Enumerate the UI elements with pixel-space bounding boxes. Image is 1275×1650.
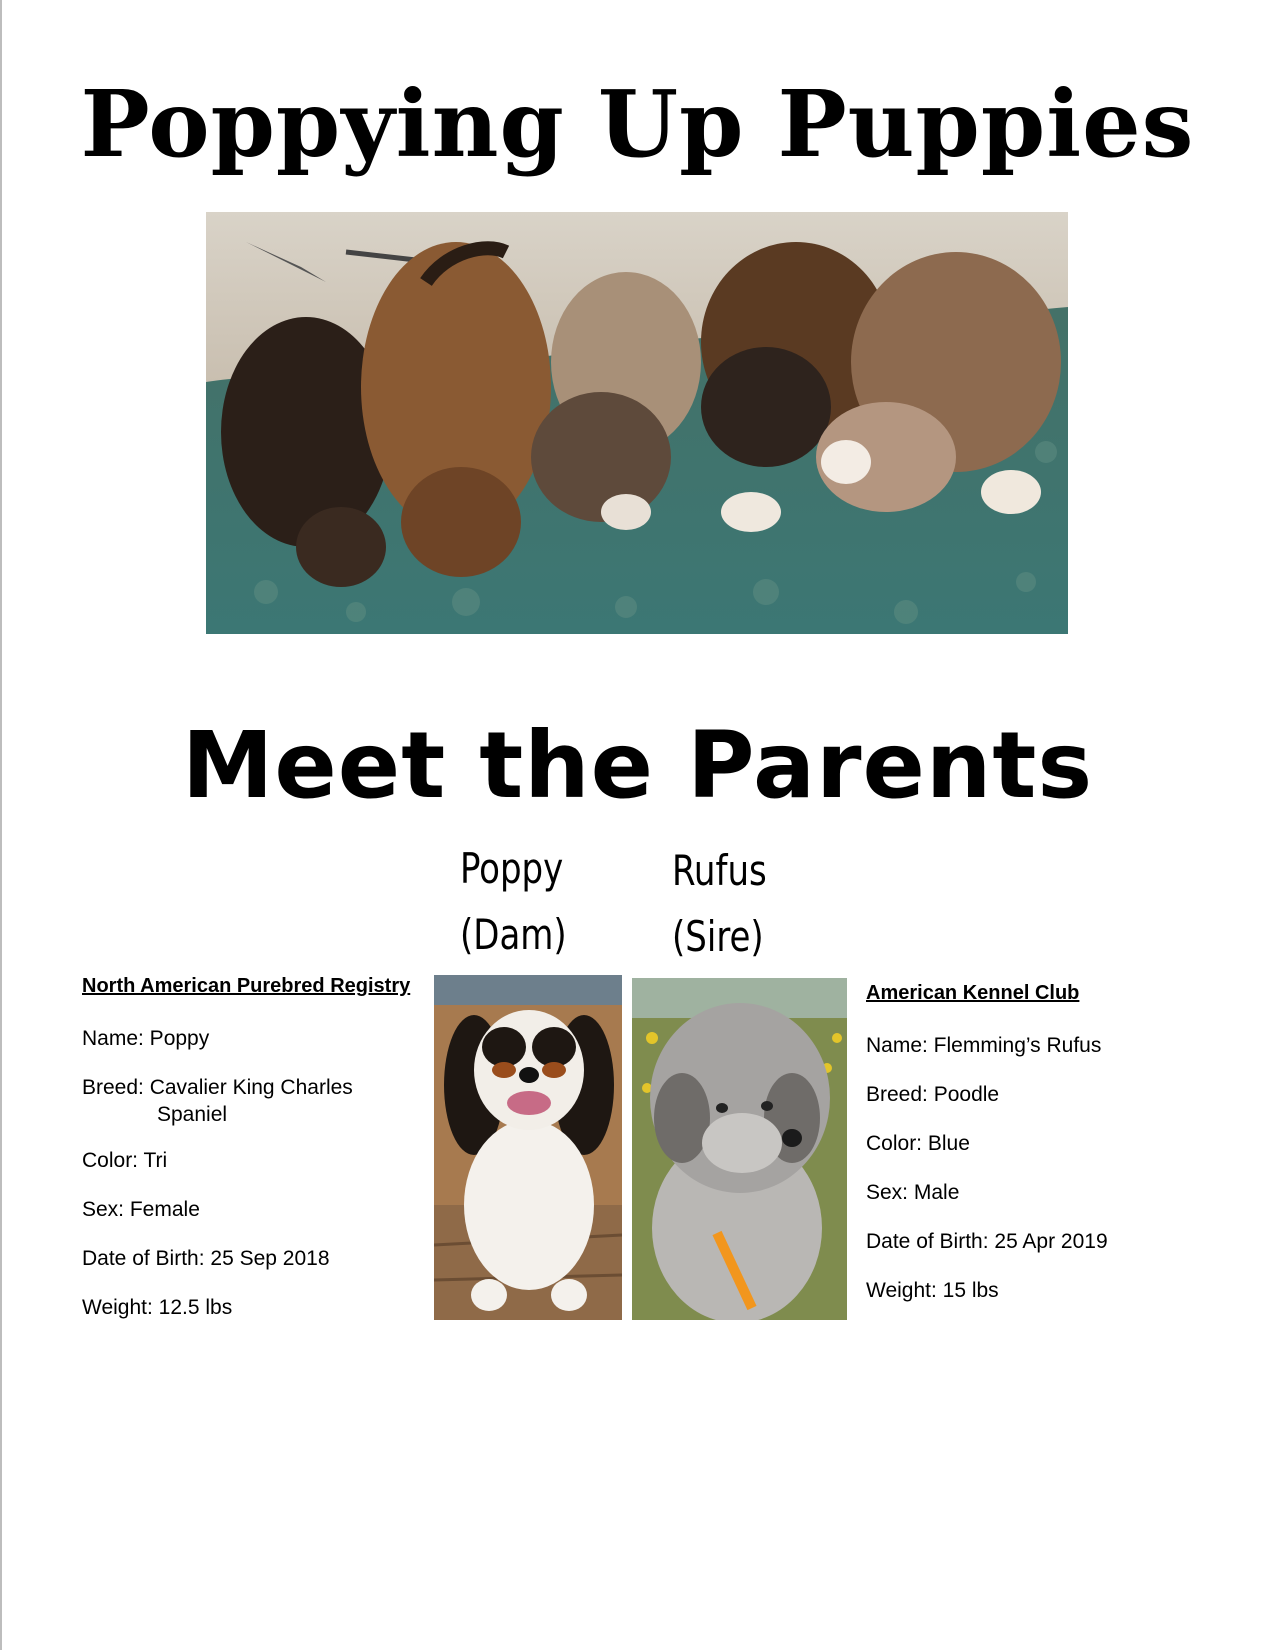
sire-info	[866, 982, 1206, 1315]
dam-heading-role: (Dam)	[460, 910, 567, 959]
dam-registry: North American Purebred Registry	[82, 975, 411, 997]
sire-weight: Weight: 15 lbs	[866, 1279, 999, 1302]
dam-weight: Weight: 12.5 lbs	[82, 1296, 233, 1319]
dam-photo	[434, 975, 622, 1320]
sire-name: Name: Flemming’s Rufus	[866, 1034, 1102, 1057]
dam-heading	[460, 836, 567, 968]
sire-color: Color: Blue	[866, 1132, 970, 1155]
dam-color: Color: Tri	[82, 1149, 168, 1172]
sire-photo	[632, 978, 847, 1320]
dam-sex: Sex: Female	[82, 1198, 200, 1221]
dam-dob: Date of Birth: 25 Sep 2018	[82, 1247, 330, 1270]
sire-breed: Breed: Poodle	[866, 1083, 1000, 1106]
dam-breed-continued: Spaniel	[157, 1103, 228, 1126]
sire-heading	[672, 838, 767, 970]
puppies-photo	[206, 212, 1068, 634]
sire-sex: Sex: Male	[866, 1181, 960, 1204]
sire-heading-role: (Sire)	[672, 912, 764, 961]
dam-heading-name: Poppy	[460, 844, 564, 893]
dam-breed: Breed: Cavalier King Charles	[82, 1076, 353, 1099]
page-edge	[0, 0, 2, 1650]
section-title: Meet the Parents	[181, 712, 1094, 819]
sire-heading-name: Rufus	[672, 846, 767, 895]
page-title: Poppying Up Puppies	[80, 70, 1195, 178]
sire-registry: American Kennel Club	[866, 982, 1080, 1004]
sire-dob: Date of Birth: 25 Apr 2019	[866, 1230, 1108, 1253]
dam-info	[82, 975, 422, 1332]
dam-name: Name: Poppy	[82, 1027, 210, 1050]
